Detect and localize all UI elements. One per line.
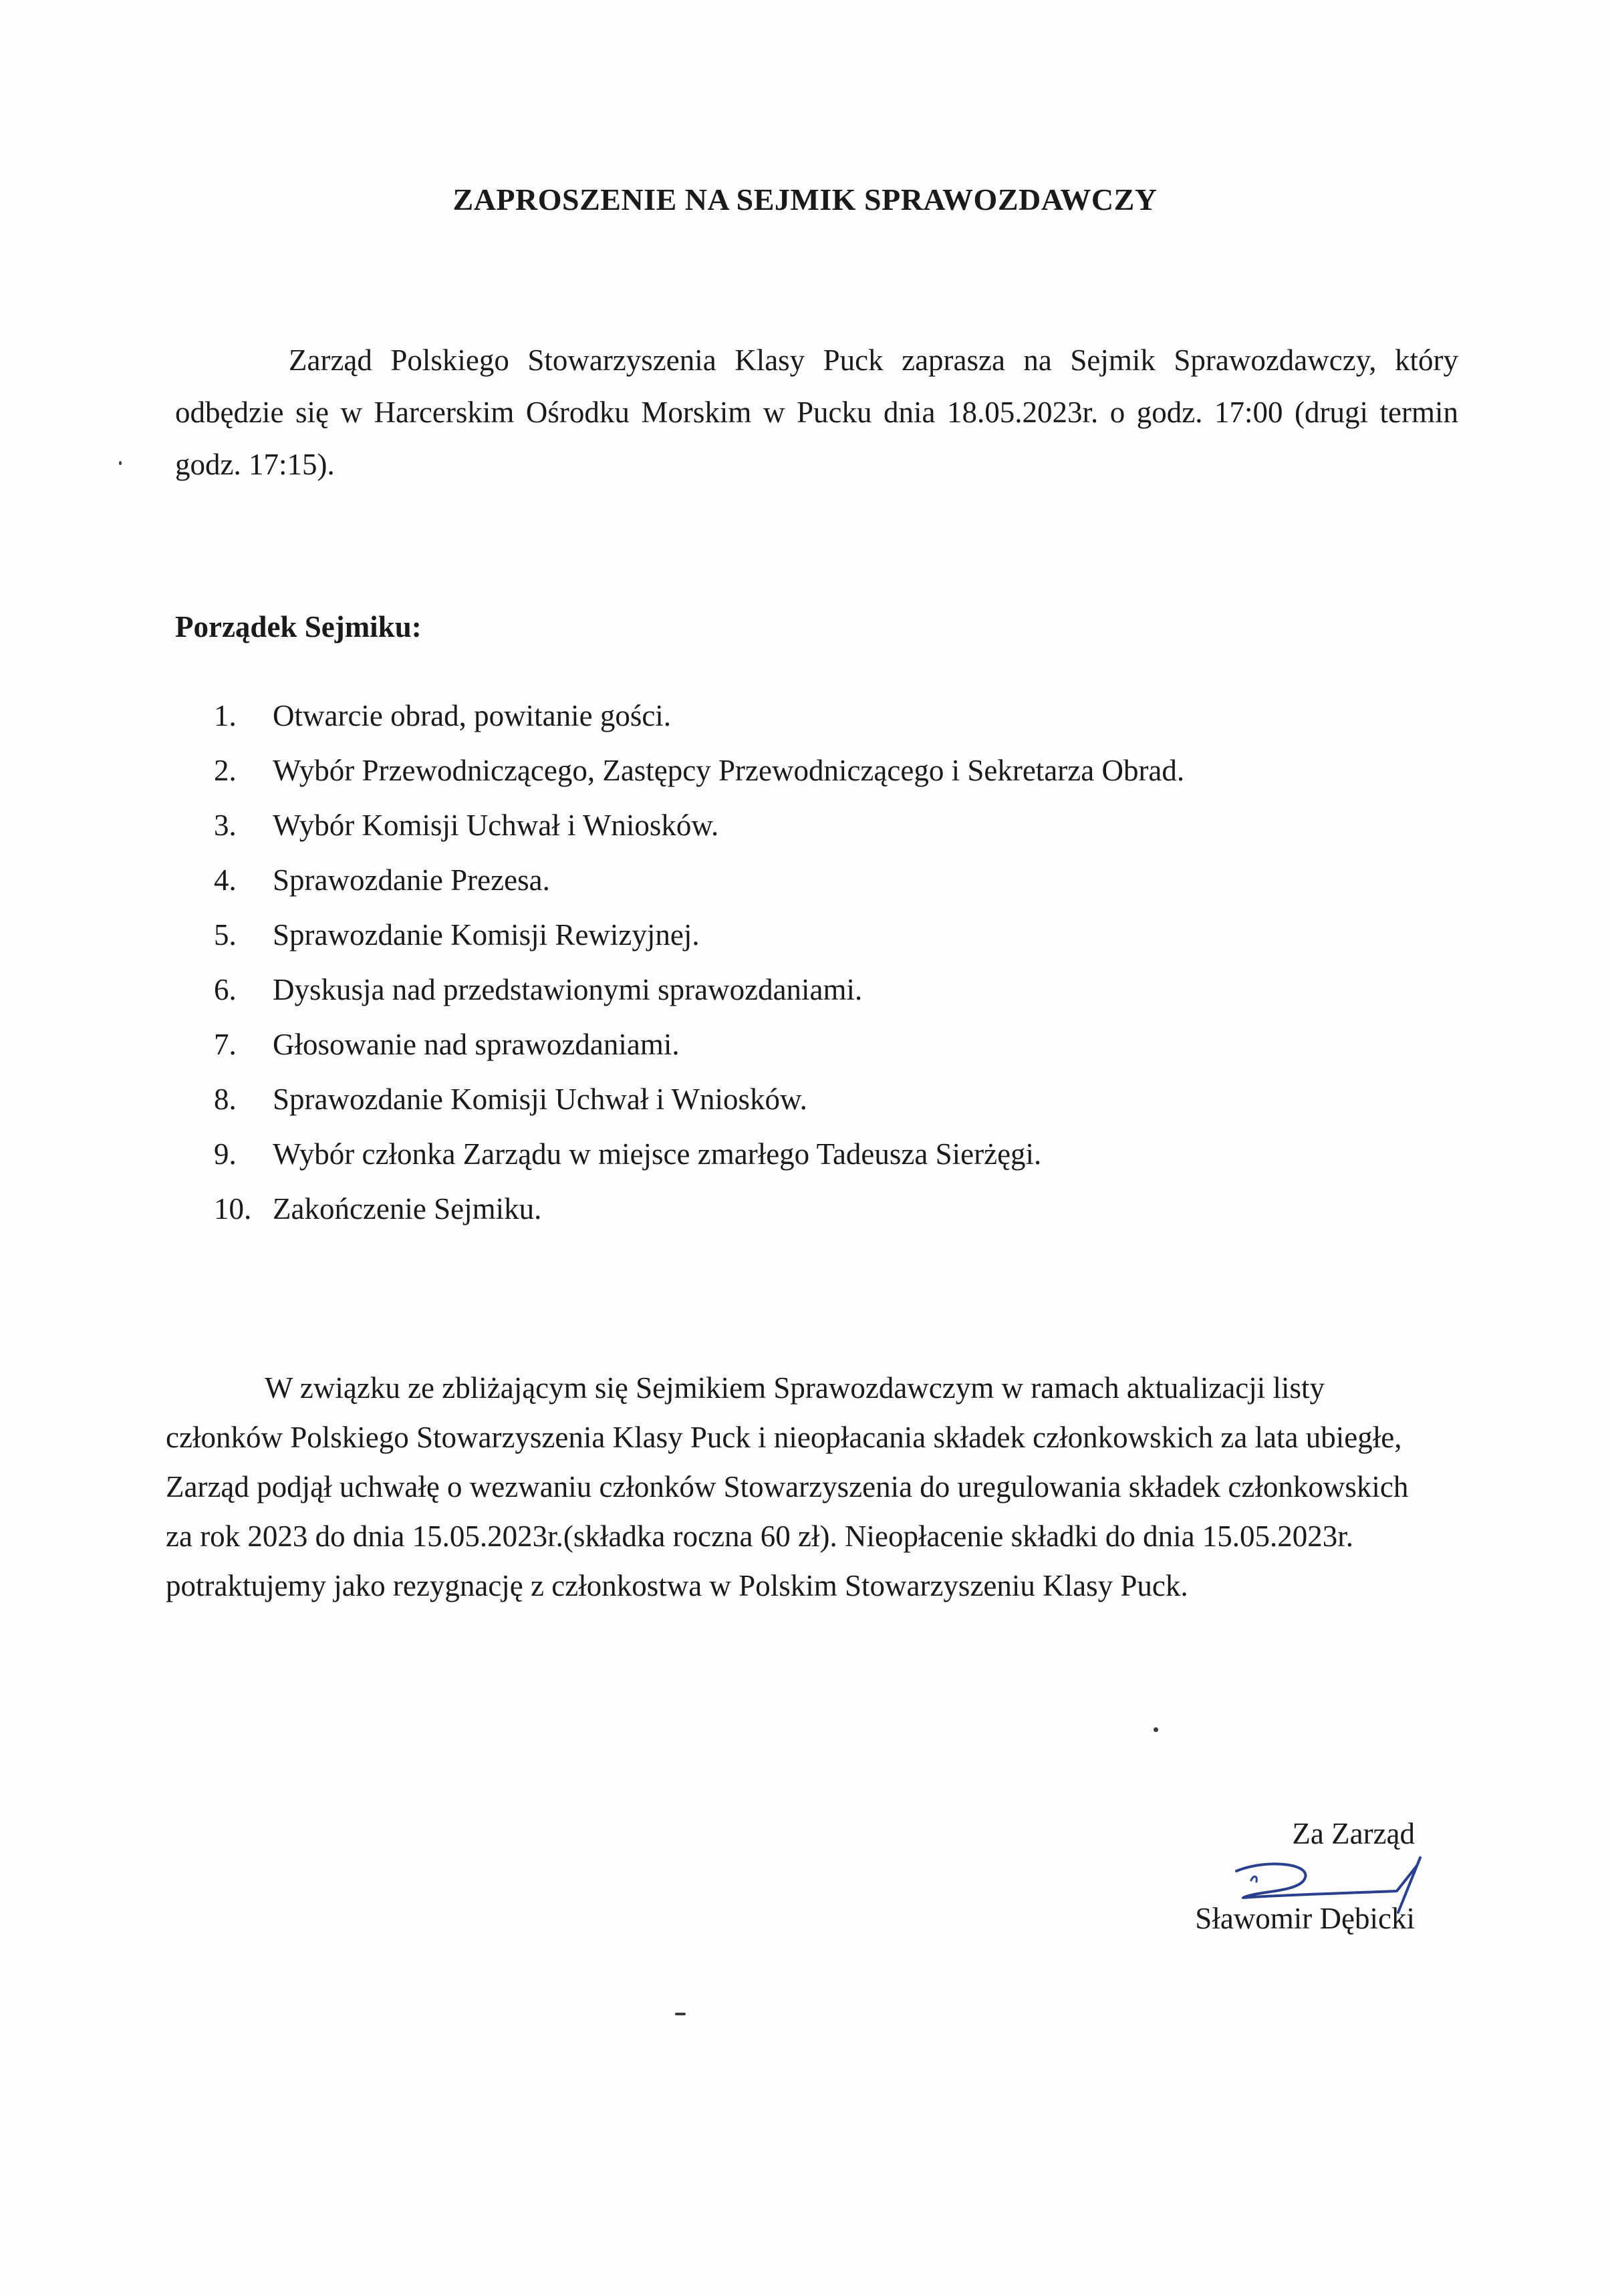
agenda-item-number: 4. bbox=[214, 863, 237, 897]
agenda-item bbox=[214, 1181, 1184, 1236]
agenda-item-number: 6. bbox=[214, 973, 237, 1006]
agenda-item bbox=[214, 1127, 1184, 1181]
agenda-list bbox=[214, 688, 1184, 1236]
agenda-item bbox=[214, 1017, 1184, 1072]
agenda-item-number: 1. bbox=[214, 699, 237, 732]
agenda-item-number: 8. bbox=[214, 1083, 237, 1116]
agenda-item-number: 9. bbox=[214, 1137, 237, 1171]
closing-line: Za Zarząd bbox=[1292, 1817, 1415, 1850]
agenda-item-text: Sprawozdanie Komisji Rewizyjnej. bbox=[273, 918, 700, 952]
agenda-item-text: Zakończenie Sejmiku. bbox=[273, 1192, 542, 1226]
agenda-item-text: Wybór Komisji Uchwał i Wniosków. bbox=[273, 809, 719, 842]
agenda-item-text: Głosowanie nad sprawozdaniami. bbox=[273, 1028, 680, 1061]
agenda-item-text: Wybór członka Zarządu w miejsce zmarłego Tadeusza Sierżęgi. bbox=[273, 1137, 1042, 1171]
agenda-item-number: 3. bbox=[214, 809, 237, 842]
agenda-item-number: 10. bbox=[214, 1192, 252, 1226]
agenda-item bbox=[214, 853, 1184, 907]
agenda-item bbox=[214, 962, 1184, 1017]
agenda-item bbox=[214, 907, 1184, 962]
agenda-item bbox=[214, 798, 1184, 853]
scan-speck bbox=[675, 2013, 686, 2015]
scan-speck bbox=[119, 461, 122, 465]
agenda-item-text: Otwarcie obrad, powitanie gości. bbox=[273, 699, 672, 732]
agenda-heading: Porządek Sejmiku: bbox=[175, 610, 422, 643]
signer-name: Sławomir Dębicki bbox=[1195, 1902, 1415, 1935]
invitation-paragraph: Zarząd Polskiego Stowarzyszenia Klasy Puck zaprasza na Sejmik Sprawozdawczy, który odbędzie się w Harcerskim Ośrodku Morskim w Pucku dnia 18.05.2023r. o godz. 17:00 (drugi termin godz. 17:15). bbox=[175, 343, 1458, 481]
agenda-item-number: 2. bbox=[214, 754, 237, 787]
agenda-item bbox=[214, 688, 1184, 743]
agenda-item bbox=[214, 743, 1184, 798]
scan-speck bbox=[1154, 1727, 1158, 1732]
agenda-item-number: 7. bbox=[214, 1028, 237, 1061]
agenda-item bbox=[214, 1072, 1184, 1127]
membership-fee-notice: W związku ze zbliżającym się Sejmikiem Sprawozdawczym w ramach aktualizacji listy członków Polskiego Stowarzyszenia Klasy Puck i nieopłacania składek członkowskich za lata ubiegłe, Zarząd podjął uchwałę o wezwaniu członków Stowarzyszenia do uregulowania składek członkowskich za rok 2023 do dnia 15.05.2023r.(składka roczna 60 zł). Nieopłacenie składki do dnia 15.05.2023r. potraktujemy jako rezygnację z członkostwa w Polskim Stowarzyszeniu Klasy Puck. bbox=[166, 1371, 1409, 1602]
agenda-item-text: Wybór Przewodniczącego, Zastępcy Przewodniczącego i Sekretarza Obrad. bbox=[273, 754, 1185, 787]
agenda-item-text: Sprawozdanie Prezesa. bbox=[273, 863, 550, 897]
agenda-item-text: Sprawozdanie Komisji Uchwał i Wniosków. bbox=[273, 1083, 807, 1116]
document-title: ZAPROSZENIE NA SEJMIK SPRAWOZDAWCZY bbox=[452, 182, 1158, 217]
agenda-item-text: Dyskusja nad przedstawionymi sprawozdaniami. bbox=[273, 973, 863, 1006]
agenda-item-number: 5. bbox=[214, 918, 237, 952]
